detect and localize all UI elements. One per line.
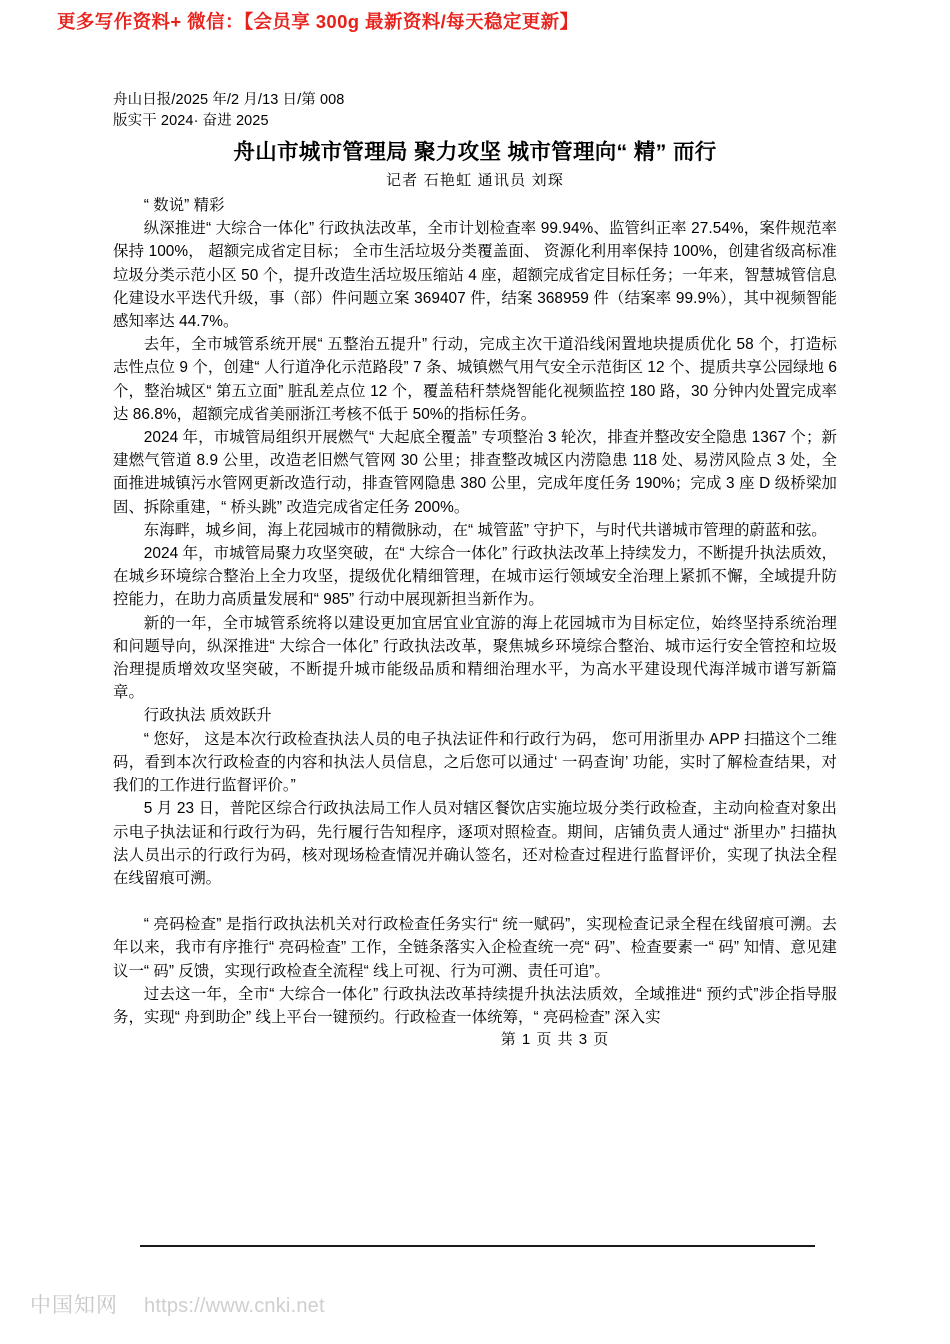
paragraph: 过去这一年，全市“ 大综合一体化” 行政执法改革持续提升执法法质效，全域推进“ 预约式”涉企指导服务，实现“ 舟到助企” 线上平台一键预约。行政检查一体统筹，“ 亮码检查” 深入实 (113, 985, 837, 1026)
promo-banner: 更多写作资料+ 微信：【会员享 300g 最新资料/每天稳定更新】 (57, 11, 579, 32)
cnki-logo-text: 中国知网 (30, 1294, 118, 1317)
paragraph: 新的一年，全市城管系统将以建设更加宜居宜业宜游的海上花园城市为目标定位，始终坚持系统治理和问题导向，纵深推进“ 大综合一体化” 行政执法改革，聚焦城乡环境综合整治、城市运行安全管控和垃圾治理提质增效攻坚突破，不断提升城市能级品质和精细治理水平，为高水平建设现代海洋城市谱写新篇章。 (113, 614, 837, 702)
paragraph: 纵深推进“ 大综合一体化” 行政执法改革，全市计划检查率 99.94%、监管纠正率 27.54%，案件规范率保持 100%， 超额完成省定目标； 全市生活垃圾分类覆盖面、 资源化利用率保持 100%，创建省级高标准垃圾分类示范小区 50 个，提升改造生活垃圾压缩站 4 座，超额完成省定目标任务；一年来，智慧城管信息化建设水平迭代升级，事（部）件问题立案 369407 件，结案 368959 件（结案率 99.9%），其中视频智能感知率达 44.7%。 (113, 220, 837, 331)
page-title: 舟山市城市管理局 聚力攻坚 城市管理向“ 精” 而行 (233, 140, 717, 164)
dateline-line-2: 版实干 2024· 奋进 2025 (113, 113, 269, 129)
paragraph: 2024 年，市城管局组织开展燃气“ 大起底全覆盖” 专项整治 3 轮次，排查并整改安全隐患 1367 个；新建燃气管道 8.9 公里，改造老旧燃气管网 30 公里；排查整改城区内涝隐患 118 处、易涝风险点 3 处，全面推进城镇污水管网更新改造行动，排查管网隐患 380 公里，完成年度任务 190%；完成 3 座 D 级桥梁加固、拆除重建，“ 桥头跳” 改造完成省定任务 200%。 (113, 429, 837, 516)
cnki-watermark (30, 1289, 325, 1319)
dateline-line-1: 舟山日报/2025 年/2 月/13 日/第 008 (113, 92, 345, 108)
cnki-url-text: https://www.cnki.net (144, 1295, 325, 1317)
section-subheading: “ 数说” 精彩 (143, 197, 225, 215)
section-subheading: 行政执法 质效跃升 (143, 707, 272, 725)
article-body (113, 194, 837, 1029)
paragraph: 2024 年，市城管局聚力攻坚突破，在“ 大综合一体化” 行政执法改革上持续发力，不断提升执法质效，在城乡环境综合整治上全力攻坚，提级优化精细管理，在城市运行领域安全治理上紧抓不懈，全域提升防控能力，在助力高质量发展和“ 985” 行动中展现新担当新作为。 (113, 545, 837, 609)
paragraph: 东海畔，城乡间，海上花园城市的精微脉动，在“ 城管蓝” 守护下，与时代共谱城市管理的蔚蓝和弦。 (143, 521, 827, 539)
watermark-divider (140, 1245, 815, 1247)
paragraph: 去年，全市城管系统开展“ 五整治五提升” 行动，完成主次干道沿线闲置地块提质优化 58 个，打造标志性点位 9 个，创建“ 人行道净化示范路段” 7 条、城镇燃气用气安全示范街区 12 个、提质共享公园绿地 6 个，整治城区“ 第五立面” 脏乱差点位 12 个，覆盖秸秆禁烧智能化视频监控 180 路，30 分钟内处置完成率达 86.8%，超额完成省美丽浙江考核不低于 50%的指标任务。 (113, 336, 837, 423)
paragraph-quote: “ 您好， 这是本次行政检查执法人员的电子执法证件和行政行为码， 您可用浙里办 APP 扫描这个二维码，看到本次行政检查的内容和执法人员信息，之后您可以通过‘ 一码查询’ 功能，实时了解检查结果，对我们的工作进行监督评价。” (113, 730, 837, 795)
paragraph: 5 月 23 日，普陀区综合行政执法局工作人员对辖区餐饮店实施垃圾分类行政检查，主动向检查对象出示电子执法证和行政行为码，先行履行告知程序，逐项对照检查。期间，店铺负责人通过“ 浙里办” 扫描执法人员出示的行政行为码，核对现场检查情况并确认签名，还对检查过程进行监督评价，实现了执法全程在线留痕可溯。 (113, 800, 837, 887)
page-number-label: 第 1 页 共 3 页 (500, 1031, 610, 1048)
document-page (113, 90, 837, 1029)
dateline (113, 90, 837, 132)
page-footer (0, 1028, 950, 1049)
byline: 记者 石艳虹 通讯员 刘琛 (385, 172, 565, 190)
paragraph: “ 亮码检查” 是指行政执法机关对行政检查任务实行“ 统一赋码”，实现检查记录全程在线留痕可溯。去年以来，我市有序推行“ 亮码检查” 工作，全链条落实入企检查统一亮“ 码”、检查要素一“ 码” 知情、意见建议一“ 码” 反馈，实现行政检查全流程“ 线上可视、行为可溯、责任可追”。 (113, 916, 837, 980)
